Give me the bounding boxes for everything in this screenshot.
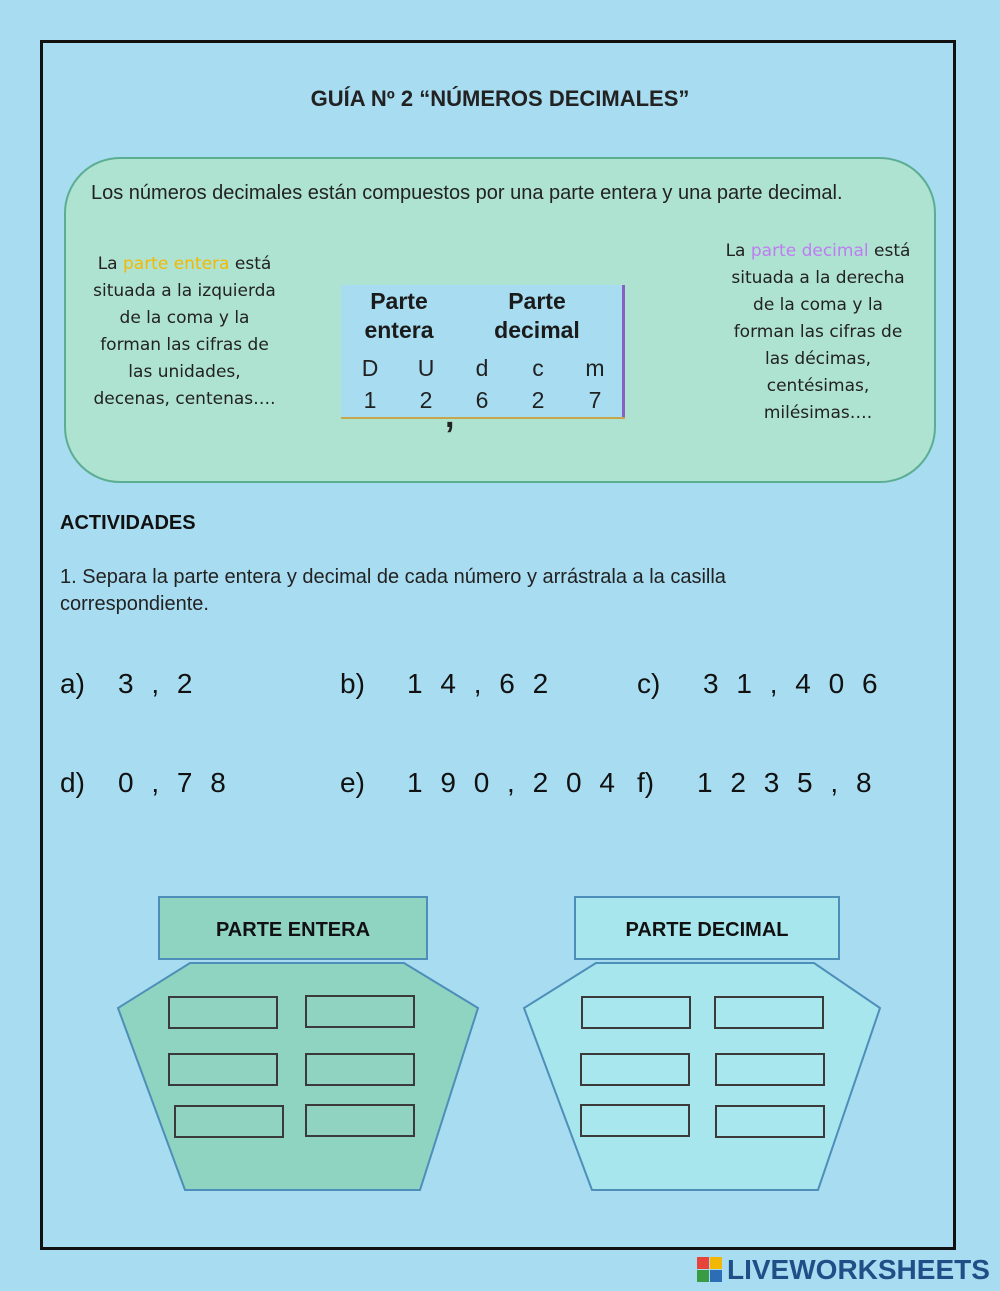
item-label: c) — [637, 668, 661, 699]
entera-drop-box[interactable] — [174, 1105, 284, 1138]
place-digit: 7 — [588, 387, 602, 413]
draggable-number[interactable]: 0 , 7 8 — [118, 767, 231, 798]
draggable-number[interactable]: 3 1 , 4 0 6 — [703, 668, 883, 699]
item-label: f) — [637, 767, 655, 798]
decimal-drop-box[interactable] — [714, 996, 824, 1029]
right-note-highlight: parte decimal — [750, 241, 869, 261]
table-head-entera: Parte entera — [364, 288, 434, 343]
place-digit: 2 — [531, 387, 545, 413]
item-label: e) — [340, 767, 365, 798]
decimal-drop-box[interactable] — [581, 996, 691, 1029]
place-letter: U — [417, 355, 435, 381]
decimal-drop-box[interactable] — [715, 1105, 825, 1138]
entera-basket-title: PARTE ENTERA — [158, 896, 428, 960]
entera-drop-box[interactable] — [305, 1053, 415, 1086]
place-letter: c — [532, 355, 544, 381]
decimal-drop-box[interactable] — [715, 1053, 825, 1086]
section-title: ACTIVIDADES — [60, 512, 196, 534]
left-note-prefix: La — [97, 254, 123, 274]
left-note-highlight: parte entera — [122, 254, 230, 274]
decimal-drop-box[interactable] — [580, 1053, 690, 1086]
place-digit: 2 — [419, 387, 433, 413]
place-digit: 6 — [475, 387, 489, 413]
draggable-number[interactable]: 1 4 , 6 2 — [407, 668, 554, 699]
decimal-drop-box[interactable] — [580, 1104, 690, 1137]
item-label: b) — [340, 668, 365, 699]
place-digit: 1 — [363, 387, 377, 413]
instruction-text: 1. Separa la parte entera y decimal de cada número y arrástrala a la casilla correspondiente. — [60, 566, 726, 615]
brand-name: LIVEWORKSHEETS — [727, 1254, 990, 1285]
draggable-number[interactable]: 1 2 3 5 , 8 — [697, 767, 877, 798]
place-letter: D — [361, 355, 379, 381]
table-head-decimal: Parte decimal — [494, 288, 580, 343]
entera-drop-box[interactable] — [168, 1053, 278, 1086]
entera-drop-box[interactable] — [168, 996, 278, 1029]
right-note-rest: está situada a la derecha de la coma y la forman las cifras de las décimas, centésimas, milésimas…. — [731, 241, 911, 423]
place-letter: d — [475, 355, 489, 381]
decimal-comma: , — [445, 397, 455, 435]
intro-text: Los números decimales están compuestos por una parte entera y una parte decimal. — [91, 182, 843, 204]
item-label: d) — [60, 767, 85, 798]
draggable-number[interactable]: 1 9 0 , 2 0 4 — [407, 767, 620, 798]
decimal-basket — [524, 963, 880, 1190]
entera-drop-box[interactable] — [305, 1104, 415, 1137]
draggable-number[interactable]: 3 , 2 — [118, 668, 198, 699]
left-note-rest: está situada a la izquierda de la coma y la forman las cifras de las unidades, decenas, centenas…. — [93, 254, 276, 409]
entera-drop-box[interactable] — [305, 995, 415, 1028]
right-note-prefix: La — [725, 241, 751, 261]
decimal-basket-title: PARTE DECIMAL — [574, 896, 840, 960]
place-letter: m — [585, 355, 605, 381]
brand-cube-icon — [697, 1257, 723, 1283]
brand-logo — [697, 1253, 990, 1287]
item-label: a) — [60, 668, 85, 699]
page-title: GUÍA Nº 2 “NÚMEROS DECIMALES” — [310, 86, 690, 111]
